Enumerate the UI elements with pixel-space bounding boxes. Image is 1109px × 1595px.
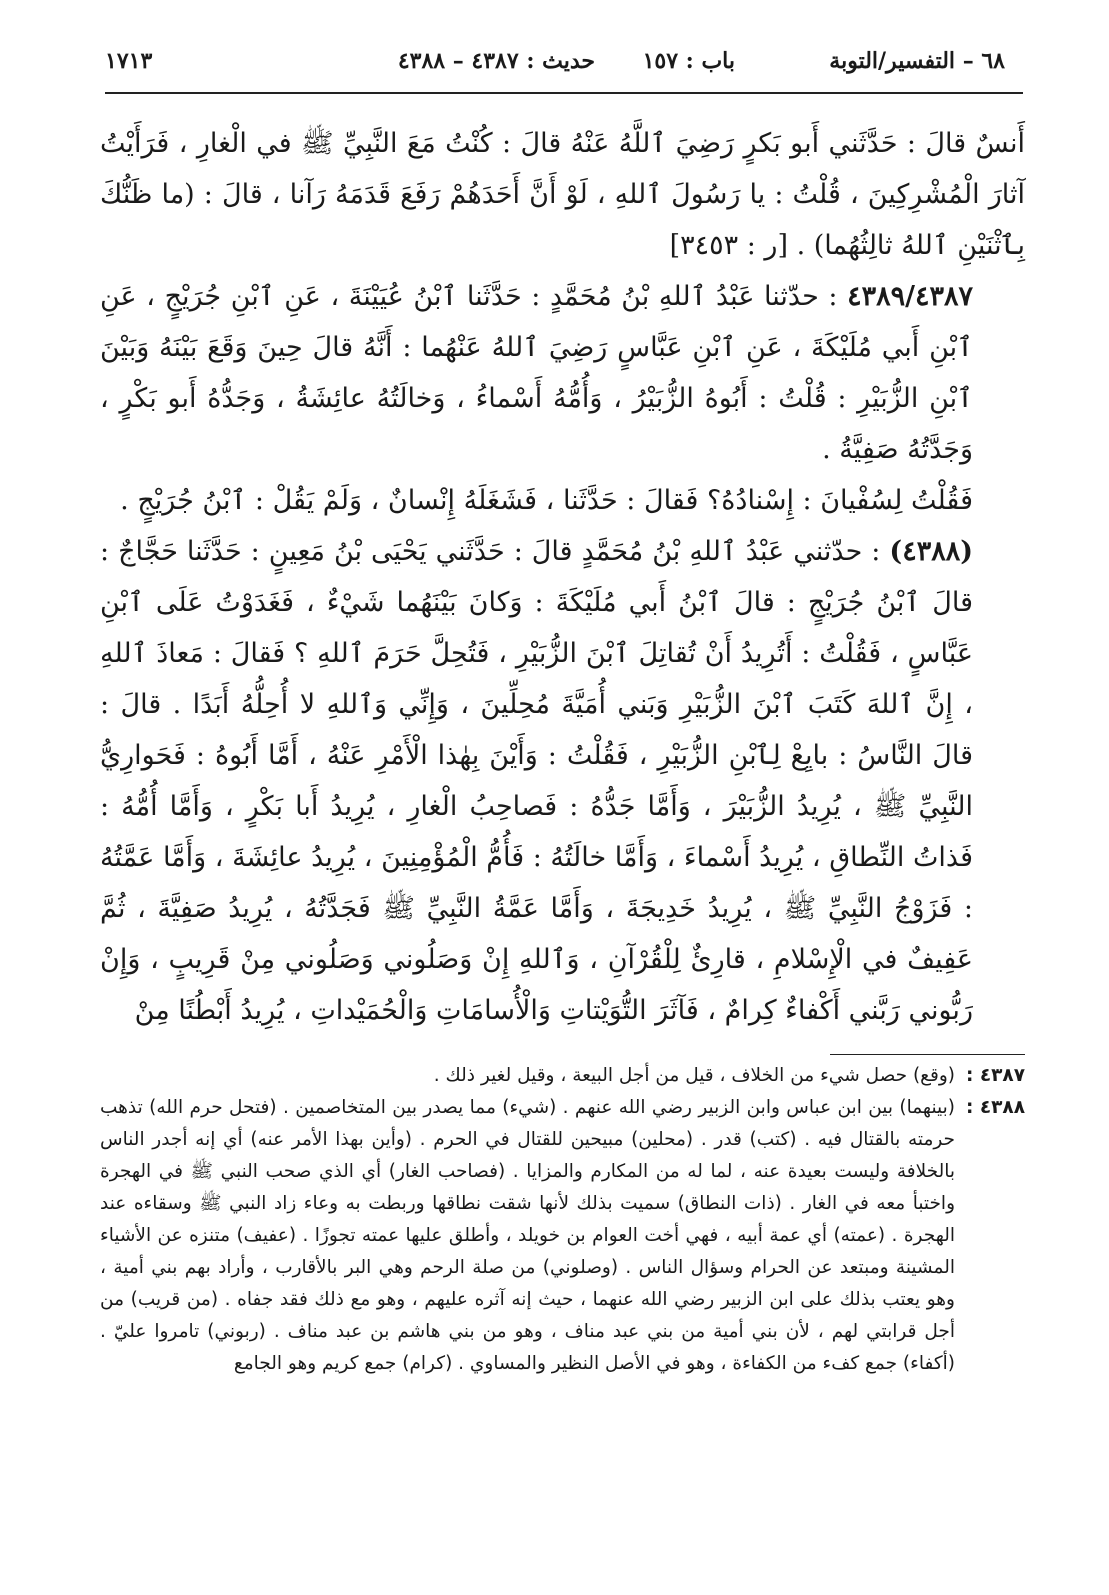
hadith-number: (٤٣٨٨) bbox=[889, 536, 973, 567]
main-text bbox=[100, 118, 1025, 1036]
footnote-text: (وقع) حصل شيء من الخلاف ، قيل من أجل البيعة ، وقيل لغير ذلك . bbox=[433, 1065, 955, 1086]
footnote-text: (بينهما) بين ابن عباس وابن الزبير رضي الله عنهم . (شيء) مما يصدر بين المتخاصمين . (فتحل حرم الله) تذهب حرمته بالقتال فيه . (كتب) قدر . (محلين) مبيحين للقتال في الحرم . (وأين بهذا الأمر عنه) أي إنه أجدر الناس بالخلافة وليست بعيدة عنه ، لما له من المكارم والمزايا . (فصاحب الغار) أي الذي صحب النبي ﷺ في الهجرة واختبأ معه في الغار . (ذات النطاق) سميت بذلك لأنها شقت نطاقها وربطت به وعاء زاد النبي ﷺ وسقاءه عند الهجرة . (عمته) أي عمة أبيه ، فهي أخت العوام بن خويلد ، وأطلق عليها عمته تجوزًا . (عفيف) متنزه عن الأشياء المشينة ومبتعد عن الحرام وسؤال الناس . (وصلوني) من صلة الرحم وهي البر بالأقارب ، وأراد بهم بني أمية ، وهو يعتب بذلك على ابن الزبير رضي الله عنهما ، حيث إنه آثره عليهم ، وهو مع ذلك فقد جفاه . (من قريب) من أجل قرابتي لهم ، لأن بني أمية من بني عبد مناف ، وهو من بني هاشم بن عبد مناف . (ربوني) تامروا عليّ . (أكفاء) جمع كفء من الكفاءة ، وهو في الأصل النظير والمساوي . (كرام) جمع كريم وهو الجامع bbox=[100, 1097, 955, 1374]
running-header bbox=[105, 48, 1005, 84]
hadith-text: : حدّثني عَبْدُ ٱللهِ بْنُ مُحَمَّدٍ قالَ : حَدَّثَني يَحْيَى بْنُ مَعِينٍ : حَدَّثَنا حَجَّاجٌ : قالَ ٱبْنُ جُرَيْجٍ : قالَ ٱبْنُ أَبي مُلَيْكَةَ : وَكانَ بَيْنَهُما شَيْءٌ ، فَغَدَوْتُ عَلَى ٱبْنِ عَبَّاسٍ ، فَقُلْتُ : أَتُرِيدُ أَنْ تُقاتِلَ ٱبْنَ الزُّبَيْرِ ، فَتُحِلَّ حَرَمَ ٱللهِ ؟ فَقالَ : مَعاذَ ٱللهِ ، إِنَّ ٱللهَ كَتَبَ ٱبْنَ الزُّبَيْرِ وَبَني أُمَيَّةَ مُحِلِّينَ ، وَإِنِّي وَٱللهِ لا أُحِلُّهُ أَبَدًا . قالَ : قالَ النَّاسُ : بايِعْ لِٱبْنِ الزُّبَيْرِ ، فَقُلْتُ : وَأَيْنَ بِهٰذا الْأَمْرِ عَنْهُ ، أَمَّا أَبُوهُ : فَحَوارِيُّ النَّبِيِّ ﷺ ، يُرِيدُ الزُّبَيْرَ ، وَأَمَّا جَدُّهُ : فَصاحِبُ الْغارِ ، يُرِيدُ أَبا بَكْرٍ ، وَأَمَّا أُمُّهُ : فَذاتُ النِّطاقِ ، يُرِيدُ أَسْماءَ ، وَأَمَّا خالَتُهُ : فَأُمُّ الْمُؤْمِنِينَ ، يُرِيدُ عائِشَةَ ، وَأَمَّا عَمَّتُهُ : فَزَوْجُ النَّبِيِّ ﷺ ، يُرِيدُ خَدِيجَةَ ، وَأَمَّا عَمَّةُ النَّبِيِّ ﷺ فَجَدَّتُهُ ، يُرِيدُ صَفِيَّةَ ، ثُمَّ عَفِيفٌ في الْإِسْلامِ ، قارِئٌ لِلْقُرْآنِ ، وَٱللهِ إِنْ وَصَلُوني وَصَلُوني مِنْ قَرِيبٍ ، وَإِنْ رَبُّوني رَبَّني أَكْفاءٌ كِرامٌ ، فَآثَرَ التُّوَيْتاتِ وَالْأُسامَاتِ وَالْحُمَيْداتِ ، يُرِيدُ أَبْطُنًا مِنْ bbox=[100, 536, 973, 1026]
header-divider bbox=[105, 92, 1023, 94]
footnote-number: ٤٣٨٧ : bbox=[965, 1065, 1025, 1086]
header-hadith-range: حديث : ٤٣٨٧ – ٤٣٨٨ bbox=[397, 48, 595, 74]
paragraph-hadith-4388 bbox=[100, 526, 1025, 1036]
header-bab: باب : ١٥٧ bbox=[642, 48, 735, 74]
footnote-divider bbox=[830, 1054, 1025, 1055]
hadith-text: : حدّثنا عَبْدُ ٱللهِ بْنُ مُحَمَّدٍ : حَدَّثَنا ٱبْنُ عُيَيْنَةَ ، عَنِ ٱبْنِ جُرَيْجٍ ، عَنِ ٱبْنِ أَبي مُلَيْكَةَ ، عَنِ ٱبْنِ عَبَّاسٍ رَضِيَ ٱللهُ عَنْهُما : أَنَّهُ قالَ حِينَ وَقَعَ بَيْنَهُ وَبَيْنَ ٱبْنِ الزُّبَيْرِ : قُلْتُ : أَبُوهُ الزُّبَيْرُ ، وَأُمُّهُ أَسْماءُ ، وَخالَتُهُ عائِشَةُ ، وَجَدُّهُ أَبو بَكْرٍ ، وَجَدَّتُهُ صَفِيَّةُ . bbox=[100, 281, 973, 465]
footnote-4387 bbox=[100, 1060, 1025, 1092]
hadith-number: ٤٣٨٩/٤٣٨٧ bbox=[847, 281, 973, 312]
footnote-number: ٤٣٨٨ : bbox=[965, 1097, 1025, 1118]
header-section-title: ٦٨ – التفسير/التوبة bbox=[829, 48, 1005, 74]
page-number: ١٧١٣ bbox=[105, 48, 153, 74]
paragraph-hadith-continuation: أَنسٌ قالَ : حَدَّثَني أَبو بَكرٍ رَضِيَ ٱللَّهُ عَنْهُ قالَ : كُنْتُ مَعَ النَّبِيِّ ﷺ في الْغارِ ، فَرَأَيْتُ آثارَ الْمُشْرِكِينَ ، قُلْتُ : يا رَسُولَ ٱللهِ ، لَوْ أَنَّ أَحَدَهُمْ رَفَعَ قَدَمَهُ رَآنا ، قالَ : (ما ظَنُّكَ بِٱثْنَيْنِ ٱللهُ ثالِثُهُما) . [ر : ٣٤٥٣] bbox=[100, 128, 1025, 261]
footnotes bbox=[100, 1060, 1025, 1380]
paragraph-isnad-note: فَقُلْتُ لِسُفْيانَ : إِسْنادُهُ؟ فَقالَ : حَدَّثَنا ، فَشَغَلَهُ إِنْسانٌ ، وَلَمْ يَقُلْ : ٱبْنُ جُرَيْجٍ . bbox=[120, 485, 973, 516]
paragraph-hadith-4387 bbox=[100, 271, 1025, 475]
footnote-4388 bbox=[100, 1092, 1025, 1380]
